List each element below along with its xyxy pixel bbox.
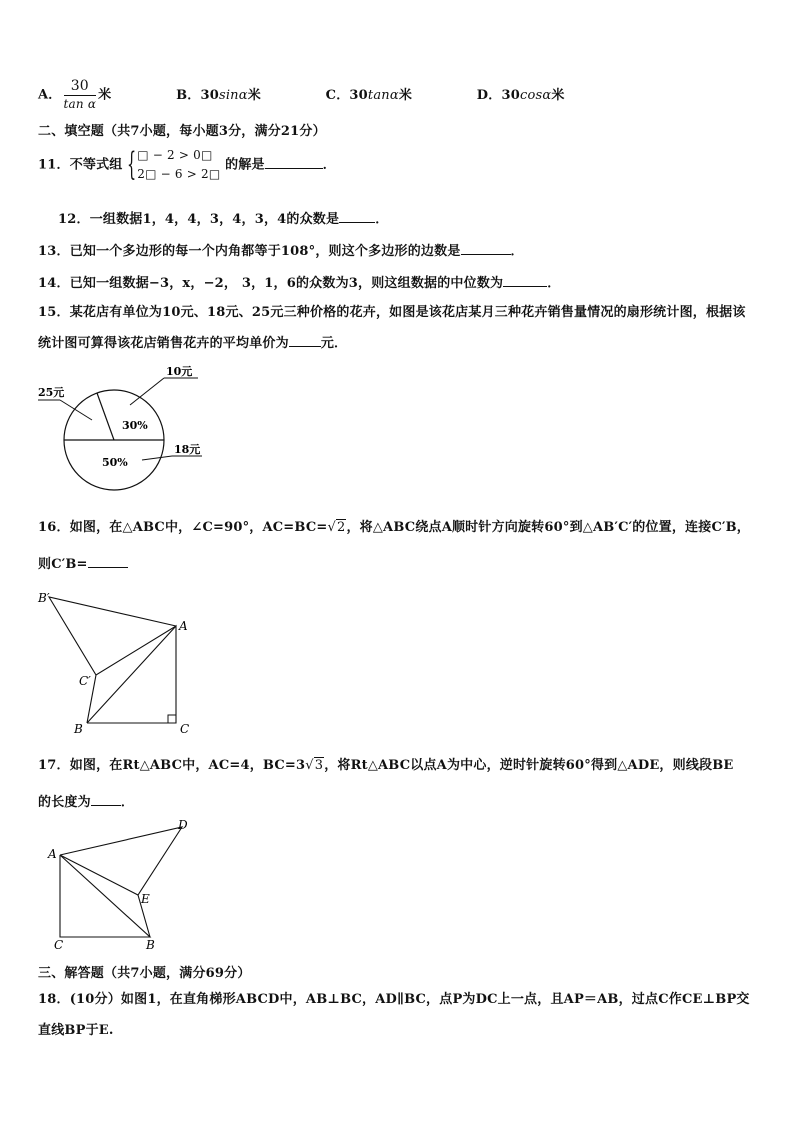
- question-17-line2: 的长度为 ．: [38, 791, 134, 810]
- vertex-c-prime: C′: [79, 674, 91, 688]
- leader-10: [130, 378, 164, 405]
- vertex-b-prime: B′: [38, 591, 50, 605]
- option-c: C．30tanα米: [325, 87, 413, 103]
- brace: {: [127, 145, 137, 183]
- label-25: 25元: [38, 386, 65, 399]
- question-18: 18．(10分）如图1，在直角梯形ABCD中，AB⊥BC，AD∥BC，点P为DC上一点，且AP＝AB，过点C作CE⊥BP交直线BP于E.: [38, 992, 750, 1038]
- vertex-b: B: [146, 938, 155, 952]
- leader-25: [60, 400, 92, 420]
- vertex-c: C: [54, 938, 64, 952]
- vertex-c: C: [180, 722, 190, 736]
- label-10: 10元: [166, 365, 193, 378]
- section-heading-answers: 三、解答题（共7小题，满分69分）: [38, 966, 251, 981]
- vertex-e: E: [141, 892, 150, 906]
- answer-blank: [339, 208, 375, 223]
- option-b: B．30sinα米: [176, 87, 261, 103]
- label-18: 18元: [174, 443, 201, 456]
- right-angle-mark: [168, 715, 176, 723]
- percent-50: 50%: [102, 456, 128, 469]
- answer-blank: [503, 272, 547, 287]
- figure-17: [40, 815, 200, 955]
- pie-chart-figure: [30, 360, 220, 500]
- triangle-abc: [87, 626, 176, 723]
- vertex-a: A: [179, 619, 188, 633]
- answer-blank: [91, 791, 121, 806]
- vertex-d: D: [178, 818, 188, 832]
- vertex-b: B: [74, 722, 83, 736]
- leader-18: [142, 456, 172, 460]
- answer-blank: [289, 332, 321, 347]
- percent-30: 30%: [122, 419, 148, 432]
- fraction: $\frac{30}{\text{tan α}}$: [63, 78, 97, 111]
- question-17-line1: 17．如图，在Rt△ABC中，AC=4，BC=3√3，将Rt△ABC以点A为中心，逆时针旋转60°得到△ADE，则线段BE: [38, 758, 734, 773]
- answer-blank: [88, 553, 128, 568]
- question-16-line2: 则C′B=: [38, 553, 128, 572]
- question-11: 11．不等式组 { □ − 2 > 0□ 2□ − 6 > 2□ 的解是 ．: [38, 145, 336, 183]
- question-16-line1: 16．如图，在△ABC中，∠C=90°，AC=BC=√2，将△ABC绕点A顺时针方向旋转60°到△AB′C′的位置，连接C′B，: [38, 520, 751, 535]
- question-14: 14．已知一组数据−3，x，−2， 3，1，6的众数为3，则这组数据的中位数为 ．: [38, 272, 560, 291]
- question-15: 15．某花店有单位为10元、18元、25元三种价格的花卉，如图是该花店某月三种花卉销售量情况的扇形统计图，根据该统计图可算得该花店销售花卉的平均单价为 元．: [38, 305, 746, 351]
- option-d: D．30cosα米: [476, 87, 565, 103]
- triangle-ade: [60, 827, 182, 895]
- inequality-system: { □ − 2 > 0□ 2□ − 6 > 2□: [127, 145, 221, 183]
- pie-divider-slanted: [97, 393, 114, 440]
- triangle-acb: [60, 855, 150, 937]
- q10-options: [38, 78, 625, 112]
- question-12: 12．一组数据1，4，4，3，4，3，4的众数是 ．: [58, 208, 388, 227]
- option-a: A． $\frac{30}{\text{tan α}}$ 米: [38, 78, 112, 111]
- sqrt: √3: [305, 758, 324, 773]
- triangle-ab1c1: [49, 597, 176, 675]
- vertex-a: A: [48, 847, 57, 861]
- sqrt: √2: [327, 520, 346, 535]
- question-13: 13．已知一个多边形的每一个内角都等于108°，则这个多边形的边数是 ．: [38, 240, 524, 259]
- section-heading-fill-blank: 二、填空题（共7小题，每小题3分，满分21分）: [38, 124, 326, 139]
- answer-blank: [265, 154, 323, 169]
- answer-blank: [461, 240, 511, 255]
- figure-16: [30, 585, 200, 740]
